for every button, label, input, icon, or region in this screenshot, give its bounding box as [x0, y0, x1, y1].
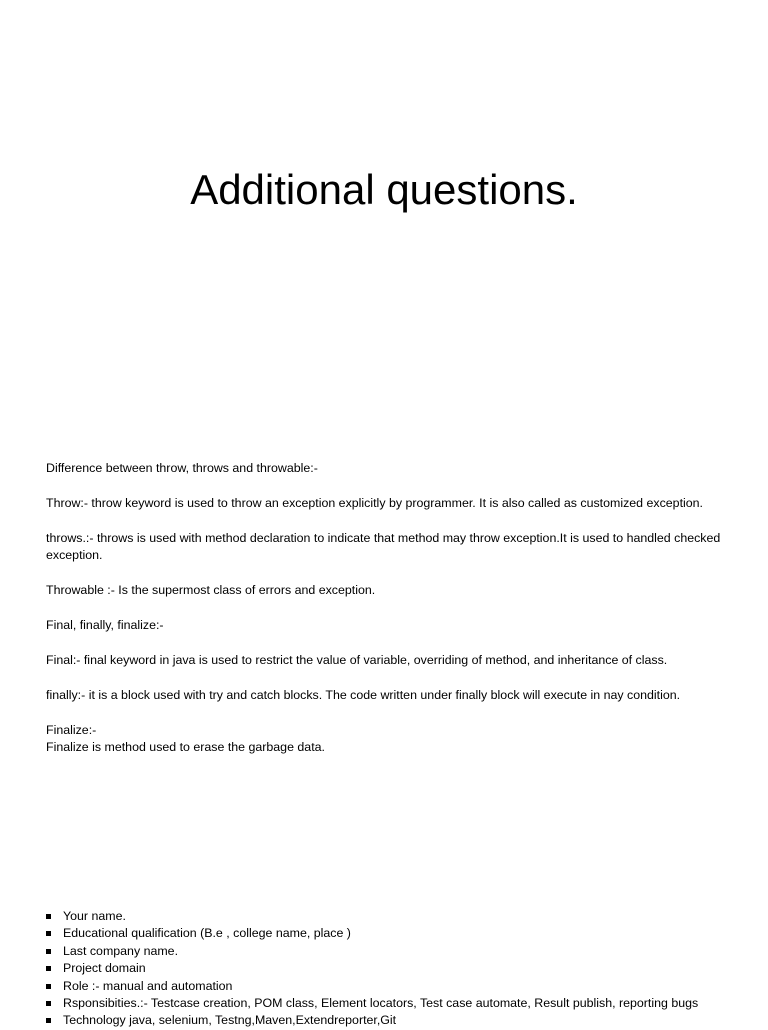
- slide-title: [0, 0, 768, 420]
- finally-definition: finally:- it is a block used with try and catch blocks. The code written under finally block will execute in nay condition.: [46, 688, 681, 702]
- square-bullet-icon: [46, 914, 51, 919]
- bullet-item: [46, 960, 746, 977]
- bullet-text: Educational qualification (B.e , college name, place ): [63, 926, 351, 941]
- slide-exceptions: [0, 452, 768, 832]
- slide-interview-intro: [0, 900, 768, 1028]
- bullet-item: [46, 1012, 746, 1029]
- final-definition: Final:- final keyword in java is used to restrict the value of variable, overriding of method, and inheritance of class.: [46, 653, 668, 667]
- bullet-text: Rsponsibities.:- Testcase creation, POM class, Element locators, Test case automate, Result publish, reporting bugs: [63, 996, 699, 1011]
- bullet-item: [46, 943, 746, 960]
- square-bullet-icon: [46, 966, 51, 971]
- slide-title-heading: Additional questions.: [190, 166, 578, 213]
- bullet-item: [46, 908, 746, 925]
- bullet-item: [46, 995, 746, 1012]
- intro-bullet-list: [46, 908, 746, 1030]
- throws-definition: throws.:- throws is used with method declaration to indicate that method may throw exception.It is used to handled checked exception.: [46, 531, 721, 562]
- exceptions-text-block: [46, 460, 726, 756]
- throwable-definition: Throwable :- Is the supermost class of errors and exception.: [46, 583, 376, 597]
- bullet-text: Role :- manual and automation: [63, 978, 233, 993]
- square-bullet-icon: [46, 1001, 51, 1006]
- finalize-heading: Finalize:-: [46, 723, 97, 737]
- heading-final-finally-finalize: Final, finally, finalize:-: [46, 618, 164, 632]
- throw-definition: Throw:- throw keyword is used to throw an exception explicitly by programmer. It is also called as customized exception.: [46, 496, 703, 510]
- square-bullet-icon: [46, 931, 51, 936]
- bullet-text: Last company name.: [63, 943, 179, 958]
- bullet-text: Your name.: [63, 909, 126, 923]
- bullet-text: Project domain: [63, 961, 146, 976]
- bullet-item: [46, 978, 746, 995]
- heading-throw-difference: Difference between throw, throws and throwable:-: [46, 461, 318, 475]
- square-bullet-icon: [46, 984, 51, 989]
- bullet-item: [46, 925, 746, 942]
- bullet-text: Technology java, selenium, Testng,Maven,Extendreporter,Git: [63, 1013, 397, 1028]
- square-bullet-icon: [46, 1018, 51, 1023]
- finalize-definition: Finalize is method used to erase the garbage data.: [46, 740, 325, 754]
- square-bullet-icon: [46, 949, 51, 954]
